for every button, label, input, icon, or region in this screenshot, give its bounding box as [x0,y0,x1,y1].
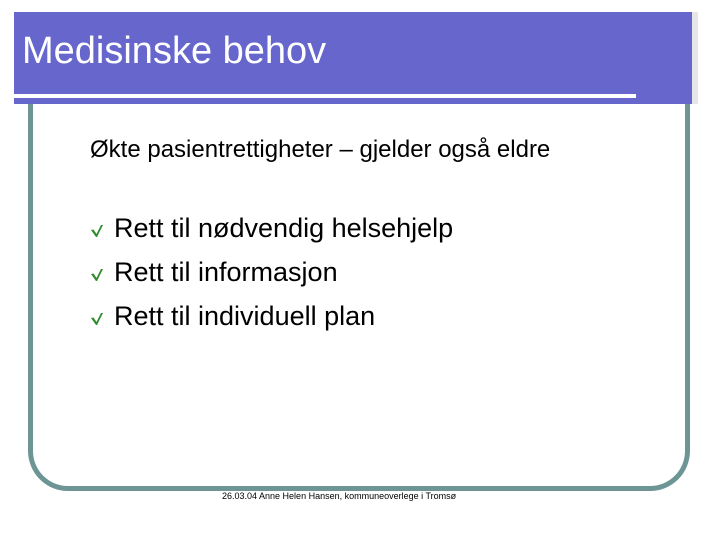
slide-subtitle: Økte pasientrettigheter – gjelder også eldre [90,136,551,163]
checkmark-bullet-icon [90,224,104,238]
bullet-item [90,206,453,250]
checkmark-bullet-icon [90,312,104,326]
bullet-list [90,206,453,338]
bullet-text: Rett til nødvendig helsehjelp [114,212,454,243]
title-underline [14,94,636,98]
slide-footer: 26.03.04 Anne Helen Hansen, kommuneoverlege i Tromsø [222,491,457,501]
checkmark-bullet-icon [90,268,104,282]
bullet-item [90,294,453,338]
bullet-text: Rett til informasjon [114,256,338,287]
bullet-item [90,250,453,294]
slide-title: Medisinske behov [22,30,327,72]
title-banner-shadow [692,12,698,104]
bullet-text: Rett til individuell plan [114,300,376,331]
